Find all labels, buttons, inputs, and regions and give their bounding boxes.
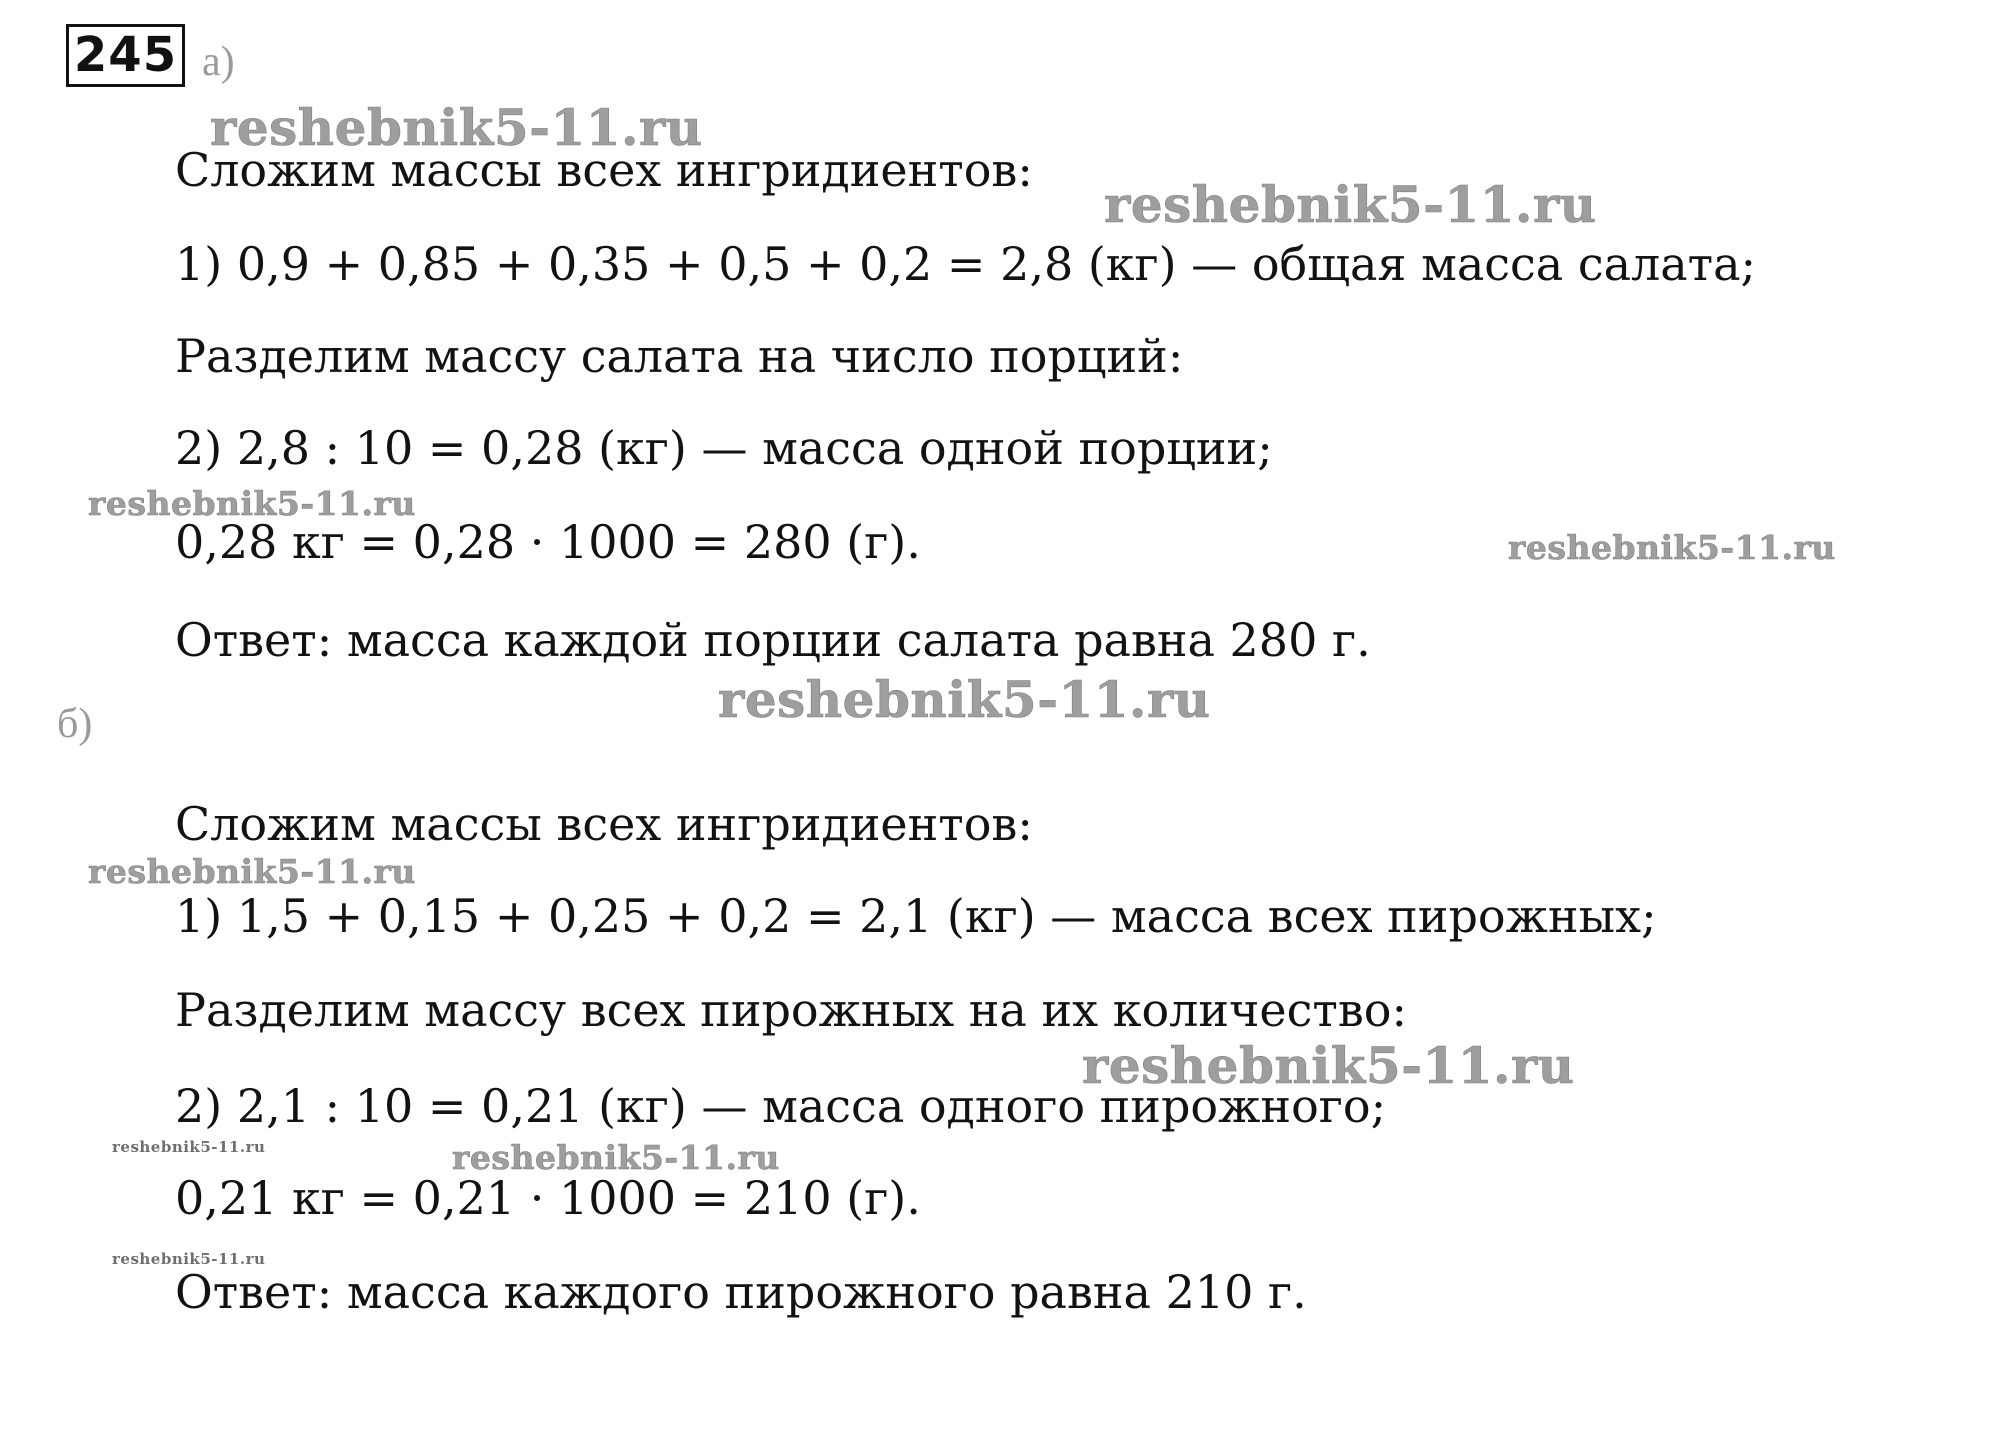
problem-number: 245	[66, 24, 185, 87]
part-b-line-3: Разделим массу всех пирожных на их количество:	[175, 983, 1407, 1037]
watermark: reshebnik5-11.ru	[88, 852, 416, 891]
part-a-line-6: Ответ: масса каждой порции салата равна 280 г.	[175, 613, 1371, 667]
watermark: reshebnik5-11.ru	[88, 484, 416, 523]
part-a-line-3: Разделим массу салата на число порций:	[175, 329, 1184, 383]
watermark: reshebnik5-11.ru	[1082, 1036, 1575, 1095]
watermark: reshebnik5-11.ru	[210, 98, 703, 157]
watermark: reshebnik5-11.ru	[452, 1138, 780, 1177]
watermark: reshebnik5-11.ru	[112, 1138, 266, 1156]
part-b-line-5: 0,21 кг = 0,21 · 1000 = 210 (г).	[175, 1171, 921, 1225]
part-a-line-1: Сложим массы всех ингридиентов:	[175, 143, 1033, 197]
part-b-line-2: 1) 1,5 + 0,15 + 0,25 + 0,2 = 2,1 (кг) — масса всех пирожных;	[175, 889, 1657, 943]
part-a-line-4: 2) 2,8 : 10 = 0,28 (кг) — масса одной порции;	[175, 421, 1273, 475]
watermark: reshebnik5-11.ru	[1508, 528, 1836, 567]
watermark: reshebnik5-11.ru	[1104, 175, 1597, 234]
part-a-line-5: 0,28 кг = 0,28 · 1000 = 280 (г).	[175, 515, 921, 569]
part-b-label: б)	[57, 701, 93, 747]
part-b-line-6: Ответ: масса каждого пирожного равна 210 г.	[175, 1265, 1307, 1319]
part-b-line-4: 2) 2,1 : 10 = 0,21 (кг) — масса одного пирожного;	[175, 1079, 1387, 1133]
part-b-line-1: Сложим массы всех ингридиентов:	[175, 797, 1033, 851]
watermark: reshebnik5-11.ru	[112, 1250, 266, 1268]
watermark: reshebnik5-11.ru	[718, 670, 1211, 729]
part-a-line-2: 1) 0,9 + 0,85 + 0,35 + 0,5 + 0,2 = 2,8 (кг) — общая масса салата;	[175, 237, 1757, 291]
part-a-label: а)	[202, 39, 235, 85]
